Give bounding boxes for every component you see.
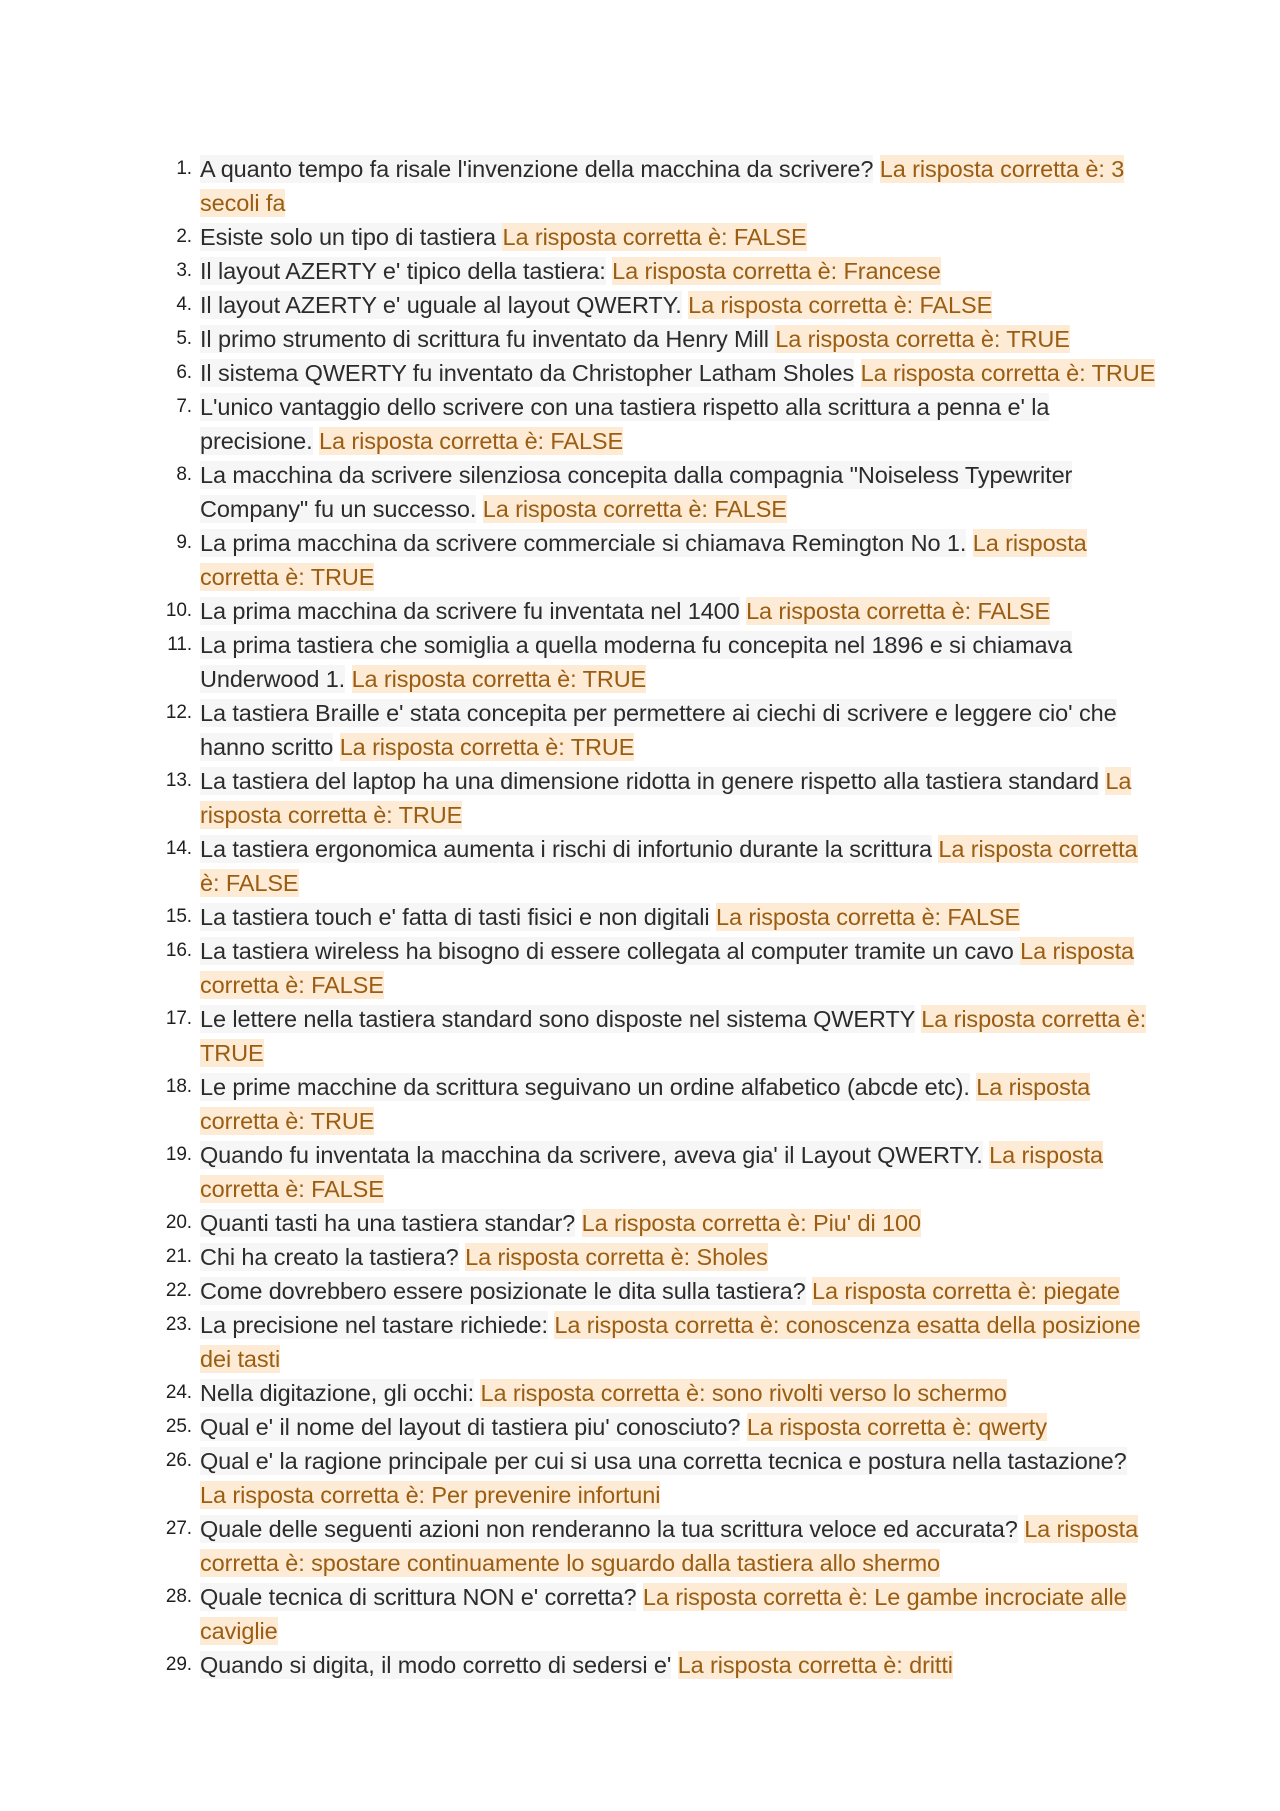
- answer-highlight: [319, 427, 623, 455]
- answer-prefix: La risposta corretta è:: [200, 1074, 1091, 1134]
- answer-highlight: [340, 733, 635, 761]
- answer-highlight: [612, 257, 941, 285]
- answer-value: TRUE: [200, 1040, 264, 1066]
- answer-value: FALSE: [311, 972, 384, 998]
- question-text: La prima macchina da scrivere fu inventata nel 1400: [200, 598, 740, 624]
- answer-highlight: [582, 1209, 921, 1237]
- question-text: Il primo strumento di scrittura fu inventato da Henry Mill: [200, 326, 776, 352]
- item-number: 29.: [165, 1654, 192, 1675]
- answer-prefix: La risposta corretta è:: [465, 1244, 691, 1270]
- answer-value: FALSE: [947, 904, 1021, 930]
- answer-highlight: [688, 291, 992, 319]
- list-item: [158, 1512, 1158, 1580]
- list-item: [158, 254, 1158, 288]
- answer-prefix: La risposta corretta è:: [612, 258, 838, 284]
- item-number: 26.: [165, 1450, 192, 1471]
- list-item: [158, 696, 1158, 764]
- list-item: [158, 322, 1158, 356]
- answer-prefix: La risposta corretta è:: [677, 1652, 903, 1678]
- answer-value: FALSE: [919, 292, 993, 318]
- item-number: 15.: [165, 906, 192, 927]
- answer-prefix: La risposta corretta è:: [200, 836, 1138, 896]
- answer-prefix: La risposta corretta è:: [746, 598, 972, 624]
- answer-value: FALSE: [225, 870, 299, 896]
- answer-highlight: [812, 1277, 1120, 1305]
- answer-prefix: La risposta corretta è:: [715, 904, 941, 930]
- question-text: Le lettere nella tastiera standard sono disposte nel sistema QWERTY: [200, 1006, 915, 1032]
- item-number: 27.: [165, 1518, 192, 1539]
- list-item: [158, 356, 1158, 390]
- item-number: 20.: [165, 1212, 192, 1233]
- list-item: [158, 832, 1158, 900]
- item-number: 10.: [165, 600, 192, 621]
- answer-value: TRUE: [398, 802, 463, 828]
- answer-value: TRUE: [310, 564, 375, 590]
- answer-highlight: [678, 1651, 953, 1679]
- list-item: [158, 934, 1158, 1002]
- question-text: La tastiera touch e' fatta di tasti fisici e non digitali: [200, 904, 710, 930]
- answer-prefix: La risposta corretta è:: [688, 292, 914, 318]
- answer-value: dritti: [909, 1652, 953, 1678]
- item-number: 25.: [165, 1416, 192, 1437]
- item-number: 11.: [167, 634, 192, 655]
- list-item: [158, 1240, 1158, 1274]
- answer-highlight: [352, 665, 647, 693]
- answer-value: spostare continuamente lo sguardo dalla tastiera allo shermo: [311, 1550, 941, 1576]
- answer-value: Piu' di 100: [813, 1210, 921, 1236]
- question-text: La tastiera wireless ha bisogno di essere collegata al computer tramite un cavo: [200, 938, 1021, 964]
- answer-highlight: [200, 1481, 660, 1509]
- answer-value: TRUE: [582, 666, 647, 692]
- list-item: [158, 1070, 1158, 1138]
- question-text: Quanti tasti ha una tastiera standar?: [200, 1210, 576, 1236]
- item-number: 28.: [165, 1586, 192, 1607]
- answer-value: TRUE: [310, 1108, 375, 1134]
- question-text: Qual e' il nome del layout di tastiera piu' conosciuto?: [200, 1414, 741, 1440]
- answer-value: piegate: [1043, 1278, 1120, 1304]
- answer-prefix: La risposta corretta è:: [351, 666, 577, 692]
- list-item: [158, 1376, 1158, 1410]
- question-text: La prima tastiera che somiglia a quella moderna fu concepita nel 1896 e si chiamava Underwood 1.: [200, 632, 1073, 692]
- question-text: La tastiera ergonomica aumenta i rischi di infortunio durante la scrittura: [200, 836, 932, 862]
- question-text: Qual e' la ragione principale per cui si usa una corretta tecnica e postura nella tastazione?: [200, 1448, 1127, 1474]
- answer-prefix: La risposta corretta è:: [200, 1516, 1139, 1576]
- item-number: 13.: [165, 770, 192, 791]
- list-item: [158, 628, 1158, 696]
- answer-prefix: La risposta corretta è:: [775, 326, 1001, 352]
- answer-prefix: La risposta corretta è:: [339, 734, 565, 760]
- answer-value: TRUE: [570, 734, 635, 760]
- answer-prefix: La risposta corretta è:: [502, 224, 728, 250]
- answer-highlight: [775, 325, 1070, 353]
- list-item: [158, 1580, 1158, 1648]
- answer-value: FALSE: [733, 224, 807, 250]
- question-text: Le prime macchine da scrittura seguivano un ordine alfabetico (abcde etc).: [200, 1074, 970, 1100]
- item-number: 22.: [165, 1280, 192, 1301]
- question-text: Quale delle seguenti azioni non renderanno la tua scrittura veloce ed accurata?: [200, 1516, 1018, 1542]
- answer-prefix: La risposta corretta è:: [200, 938, 1135, 998]
- answer-prefix: La risposta corretta è:: [642, 1584, 868, 1610]
- answer-highlight: [747, 1413, 1047, 1441]
- question-text: Il sistema QWERTY fu inventato da Christopher Latham Sholes: [200, 360, 855, 386]
- answer-value: 3 secoli fa: [200, 156, 1125, 216]
- answer-prefix: La risposta corretta è:: [921, 1006, 1147, 1032]
- answer-value: TRUE: [1091, 360, 1156, 386]
- answer-prefix: La risposta corretta è:: [482, 496, 708, 522]
- question-text: Quando fu inventata la macchina da scrivere, aveva gia' il Layout QWERTY.: [200, 1142, 983, 1168]
- answer-highlight: [746, 597, 1050, 625]
- question-text: La tastiera Braille e' stata concepita per permettere ai ciechi di scrivere e leggere cio' che hanno scritto: [200, 700, 1117, 760]
- answer-value: Per prevenire infortuni: [431, 1482, 661, 1508]
- answer-prefix: La risposta corretta è:: [200, 768, 1132, 828]
- answer-prefix: La risposta corretta è:: [200, 1482, 425, 1508]
- list-item: [158, 152, 1158, 220]
- answer-value: TRUE: [1006, 326, 1070, 352]
- question-text: Quando si digita, il modo corretto di sedersi e': [200, 1652, 672, 1678]
- item-number: 14.: [165, 838, 192, 859]
- answer-value: FALSE: [714, 496, 787, 522]
- item-number: 8.: [176, 464, 192, 485]
- answer-highlight: [861, 359, 1156, 387]
- answer-prefix: La risposta corretta è:: [554, 1312, 780, 1338]
- list-item: [158, 390, 1158, 458]
- question-text: Chi ha creato la tastiera?: [200, 1244, 459, 1270]
- question-text: La macchina da scrivere silenziosa concepita dalla compagnia "Noiseless Typewriter Company" fu un successo.: [200, 462, 1073, 522]
- answer-value: Francese: [843, 258, 941, 284]
- item-number: 21.: [165, 1246, 192, 1267]
- answer-prefix: La risposta corretta è:: [480, 1380, 706, 1406]
- answer-prefix: La risposta corretta è:: [860, 360, 1086, 386]
- item-number: 6.: [176, 362, 192, 383]
- answer-value: Le gambe incrociate alle caviglie: [200, 1584, 1127, 1644]
- question-text: La tastiera del laptop ha una dimensione ridotta in genere rispetto alla tastiera standard: [200, 768, 1099, 794]
- item-number: 3.: [176, 260, 192, 281]
- question-text: La precisione nel tastare richiede:: [200, 1312, 548, 1338]
- item-number: 23.: [165, 1314, 192, 1335]
- answer-value: FALSE: [977, 598, 1051, 624]
- answer-prefix: La risposta corretta è:: [581, 1210, 807, 1236]
- list-item: [158, 1308, 1158, 1376]
- list-item: [158, 1206, 1158, 1240]
- question-text: La prima macchina da scrivere commerciale si chiamava Remington No 1.: [200, 530, 967, 556]
- answer-prefix: La risposta corretta è:: [318, 428, 544, 454]
- question-text: Il layout AZERTY e' uguale al layout QWERTY.: [200, 292, 682, 318]
- list-item: [158, 288, 1158, 322]
- answer-value: conoscenza esatta della posizione dei tasti: [200, 1312, 1141, 1372]
- question-text: Esiste solo un tipo di tastiera: [200, 224, 503, 250]
- question-text: L'unico vantaggio dello scrivere con una tastiera rispetto alla scrittura a penna e' la precisione.: [200, 394, 1050, 454]
- answer-prefix: La risposta corretta è:: [746, 1414, 972, 1440]
- list-item: [158, 1410, 1158, 1444]
- question-text: Nella digitazione, gli occhi:: [200, 1380, 475, 1406]
- list-item: [158, 594, 1158, 628]
- answer-value: sono rivolti verso lo schermo: [711, 1380, 1007, 1406]
- quiz-answer-list: [158, 152, 1158, 1682]
- question-text: Come dovrebbero essere posizionate le dita sulla tastiera?: [200, 1278, 806, 1304]
- question-text: Quale tecnica di scrittura NON e' corretta?: [200, 1584, 637, 1610]
- answer-value: qwerty: [978, 1414, 1047, 1440]
- list-item: [158, 220, 1158, 254]
- item-number: 4.: [176, 294, 192, 315]
- list-item: [158, 1002, 1158, 1070]
- answer-value: Sholes: [696, 1244, 768, 1270]
- item-number: 24.: [165, 1382, 192, 1403]
- list-item: [158, 900, 1158, 934]
- answer-prefix: La risposta corretta è:: [811, 1278, 1037, 1304]
- question-text: A quanto tempo fa risale l'invenzione della macchina da scrivere?: [200, 156, 874, 182]
- item-number: 17.: [165, 1008, 192, 1029]
- question-text: Il layout AZERTY e' tipico della tastiera:: [200, 258, 606, 284]
- item-number: 1.: [176, 158, 192, 179]
- item-number: 19.: [165, 1144, 192, 1165]
- item-number: 5.: [176, 328, 192, 349]
- answer-highlight: [502, 223, 806, 251]
- list-item: [158, 1138, 1158, 1206]
- answer-highlight: [465, 1243, 768, 1271]
- list-item: [158, 526, 1158, 594]
- list-item: [158, 1648, 1158, 1682]
- answer-prefix: La risposta corretta è:: [200, 1142, 1103, 1202]
- answer-prefix: La risposta corretta è:: [879, 156, 1105, 182]
- list-item: [158, 458, 1158, 526]
- item-number: 16.: [165, 940, 192, 961]
- list-item: [158, 764, 1158, 832]
- list-item: [158, 1444, 1158, 1512]
- answer-value: FALSE: [311, 1176, 384, 1202]
- item-number: 7.: [176, 396, 192, 417]
- item-number: 18.: [165, 1076, 192, 1097]
- list-item: [158, 1274, 1158, 1308]
- answer-highlight: [483, 495, 787, 523]
- answer-highlight: [480, 1379, 1006, 1407]
- item-number: 9.: [176, 532, 192, 553]
- answer-value: FALSE: [550, 428, 624, 454]
- item-number: 12.: [165, 702, 192, 723]
- item-number: 2.: [176, 226, 192, 247]
- answer-prefix: La risposta corretta è:: [200, 530, 1087, 590]
- answer-highlight: [716, 903, 1020, 931]
